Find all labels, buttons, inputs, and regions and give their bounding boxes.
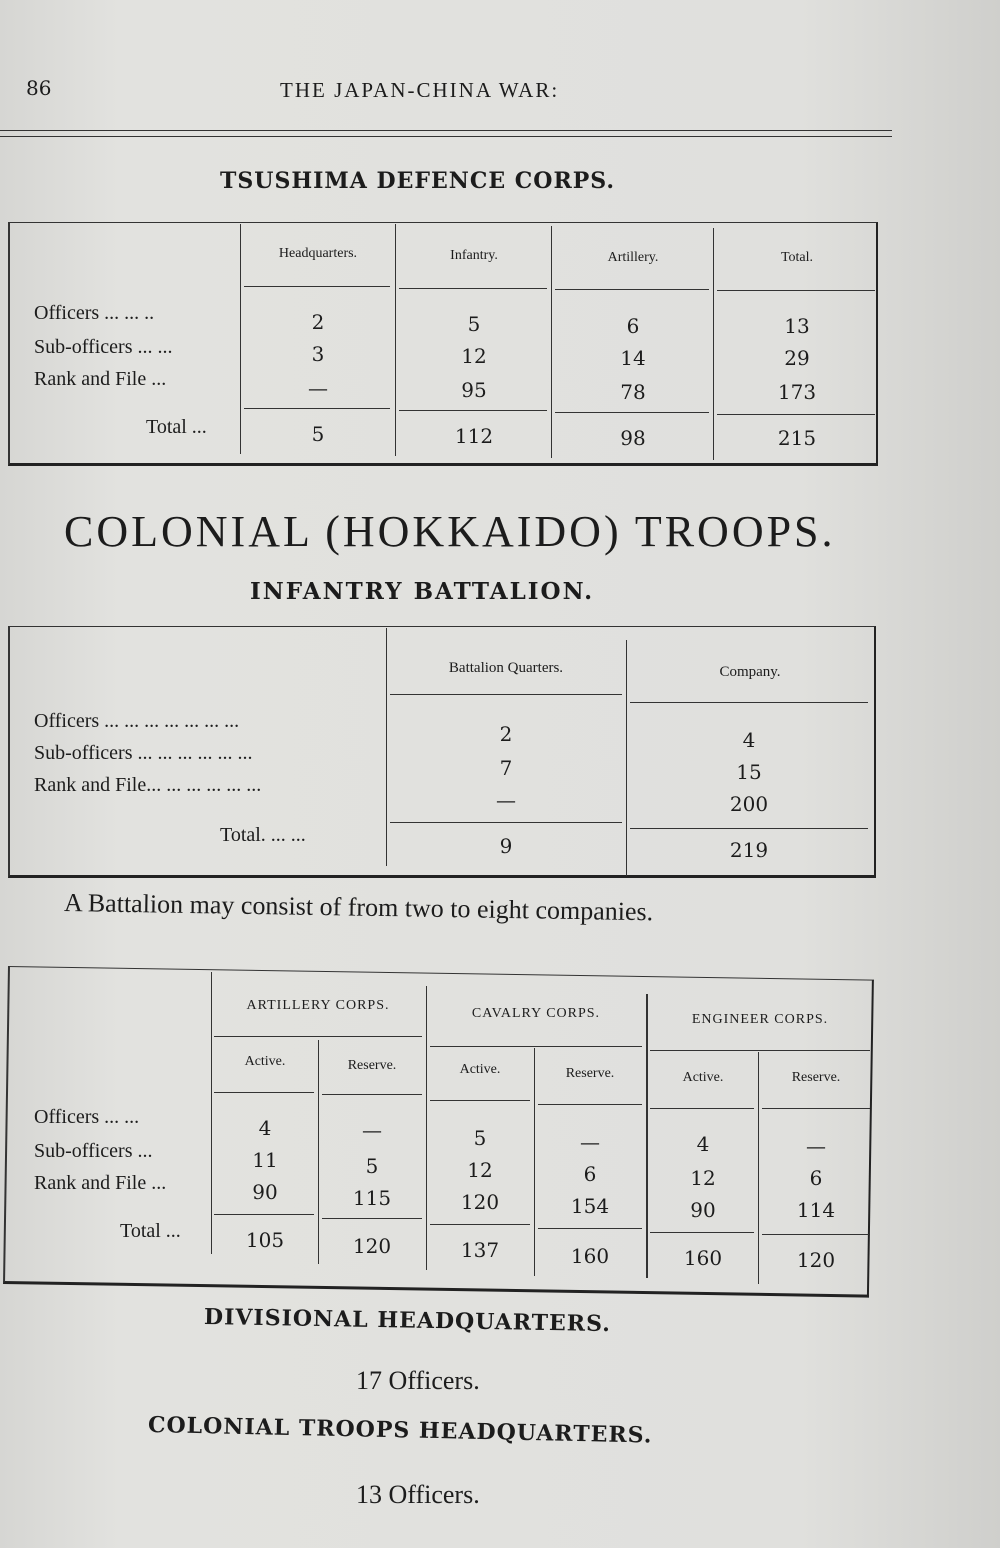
total-cell: 5 [311, 422, 325, 446]
total-rule [322, 1218, 422, 1219]
table-cell: 4 [258, 1116, 272, 1140]
table-divider [758, 1052, 759, 1284]
header-underline [399, 288, 547, 289]
col-header: Infantry. [450, 248, 498, 263]
table-divider [551, 226, 552, 458]
col-header: Headquarters. [278, 246, 358, 261]
total-rule [430, 1224, 530, 1225]
total-rule [244, 408, 390, 409]
total-rule [630, 828, 868, 829]
running-title: THE JAPAN-CHINA WAR: [280, 78, 560, 102]
total-cell: 105 [245, 1228, 285, 1252]
table-divider [626, 640, 627, 876]
table-divider [713, 228, 714, 460]
row-label: Sub-officers ... ... [34, 336, 173, 358]
header-underline [390, 694, 622, 695]
header-underline [650, 1108, 754, 1109]
total-rule [717, 414, 875, 415]
group-header: ARTILLERY CORPS. [246, 998, 390, 1013]
total-rule [390, 822, 622, 823]
table-cell: 154 [570, 1194, 610, 1218]
table-cell: 6 [626, 314, 640, 338]
table-cell: 115 [352, 1186, 392, 1210]
sub-header: Active. [682, 1070, 724, 1085]
total-cell: 215 [777, 426, 817, 450]
header-underline [244, 286, 390, 287]
page-number: 86 [26, 76, 52, 100]
table-cell: — [308, 376, 328, 400]
colonial-hq-text: 13 Officers. [356, 1480, 480, 1509]
total-cell: 160 [683, 1246, 723, 1270]
row-label: Officers ... ... ... ... ... ... ... [34, 710, 240, 732]
row-label: Sub-officers ... ... ... ... ... ... [34, 742, 253, 764]
total-label: Total ... [120, 1220, 181, 1242]
header-rule-2 [0, 136, 892, 137]
colonial-title: COLONIAL (HOKKAIDO) TROOPS. [64, 507, 836, 556]
table-cell: 120 [460, 1190, 500, 1214]
group-header: ENGINEER CORPS. [691, 1012, 829, 1027]
table-cell: 3 [311, 342, 325, 366]
header-underline [214, 1092, 314, 1093]
table-cell: 95 [461, 378, 487, 402]
table-cell: 5 [467, 312, 481, 336]
table-cell: 7 [499, 756, 513, 780]
total-cell: 98 [620, 426, 646, 450]
col-header: Artillery. [607, 250, 659, 265]
table-cell: 6 [809, 1166, 823, 1190]
table-cell: 15 [736, 760, 762, 784]
table-divider [318, 1040, 319, 1264]
group-header: CAVALRY CORPS. [471, 1006, 601, 1021]
table-divider [395, 224, 396, 456]
infantry-battalion-title: INFANTRY BATTALION. [250, 578, 595, 605]
total-rule [538, 1228, 642, 1229]
total-cell: 120 [796, 1248, 836, 1272]
row-label: Officers ... ... .. [34, 302, 155, 324]
table-cell: 114 [796, 1198, 836, 1222]
table-cell: 4 [696, 1132, 710, 1156]
total-rule [650, 1232, 754, 1233]
sub-header: Active. [244, 1054, 286, 1069]
table-cell: — [580, 1130, 600, 1154]
total-rule [762, 1234, 870, 1235]
total-rule [399, 410, 547, 411]
table-cell: 6 [583, 1162, 597, 1186]
sub-header: Active. [459, 1062, 501, 1077]
table-divider [426, 986, 427, 1270]
total-cell: 160 [570, 1244, 610, 1268]
table-cell: 4 [742, 728, 756, 752]
table-cell: 200 [729, 792, 769, 816]
header-underline [430, 1100, 530, 1101]
table-divider [646, 994, 648, 1278]
battalion-note: A Battalion may consist of from two to eight companies. [63, 888, 654, 927]
table-cell: 173 [777, 380, 817, 404]
header-underline [555, 289, 709, 290]
group-underline [650, 1050, 870, 1051]
running-head [0, 76, 1000, 110]
total-label: Total ... [146, 416, 207, 438]
table-cell: 11 [252, 1148, 278, 1172]
table-cell: 90 [690, 1198, 716, 1222]
total-rule [214, 1214, 314, 1215]
row-label: Sub-officers ... [34, 1140, 153, 1162]
table-cell: — [496, 788, 516, 812]
col-header: Company. [719, 664, 781, 680]
header-underline [630, 702, 868, 703]
table-divider [240, 224, 241, 454]
table-cell: 14 [620, 346, 646, 370]
col-header: Battalion Quarters. [448, 660, 564, 676]
table-cell: 2 [311, 310, 325, 334]
header-underline [717, 290, 875, 291]
total-cell: 112 [454, 424, 494, 448]
tsushima-title: TSUSHIMA DEFENCE CORPS. [220, 168, 616, 194]
group-underline [430, 1046, 642, 1047]
colonial-hq-title: COLONIAL TROOPS HEADQUARTERS. [147, 1412, 653, 1449]
group-underline [214, 1036, 422, 1037]
row-label: Rank and File ... [34, 1172, 167, 1194]
table-cell: 2 [499, 722, 513, 746]
total-cell: 120 [352, 1234, 392, 1258]
col-header: Total. [780, 250, 814, 265]
table-cell: 5 [365, 1154, 379, 1178]
total-cell: 219 [729, 838, 769, 862]
header-underline [762, 1108, 870, 1109]
header-underline [538, 1104, 642, 1105]
table-cell: 12 [690, 1166, 716, 1190]
table-cell: 12 [461, 344, 487, 368]
row-label: Rank and File... ... ... ... ... ... [34, 774, 262, 796]
table-divider [211, 972, 212, 1254]
table-cell: — [806, 1134, 826, 1158]
table-cell: — [362, 1118, 382, 1142]
header-rule [0, 130, 892, 131]
total-cell: 137 [460, 1238, 500, 1262]
sub-header: Reserve. [347, 1058, 397, 1073]
divisional-hq-text: 17 Officers. [356, 1366, 480, 1395]
row-label: Officers ... ... [34, 1106, 140, 1128]
table-cell: 78 [620, 380, 646, 404]
table-cell: 90 [252, 1180, 278, 1204]
table-divider [386, 628, 387, 866]
divisional-hq-title: DIVISIONAL HEADQUARTERS. [203, 1304, 612, 1338]
header-underline [322, 1094, 422, 1095]
table-cell: 5 [473, 1126, 487, 1150]
total-cell: 9 [499, 834, 513, 858]
table-cell: 12 [467, 1158, 493, 1182]
total-rule [555, 412, 709, 413]
table-cell: 13 [784, 314, 810, 338]
sub-header: Reserve. [791, 1070, 841, 1085]
total-label: Total. ... ... [220, 824, 306, 846]
table-cell: 29 [784, 346, 810, 370]
row-label: Rank and File ... [34, 368, 167, 390]
table-divider [534, 1048, 535, 1276]
sub-header: Reserve. [565, 1066, 615, 1081]
